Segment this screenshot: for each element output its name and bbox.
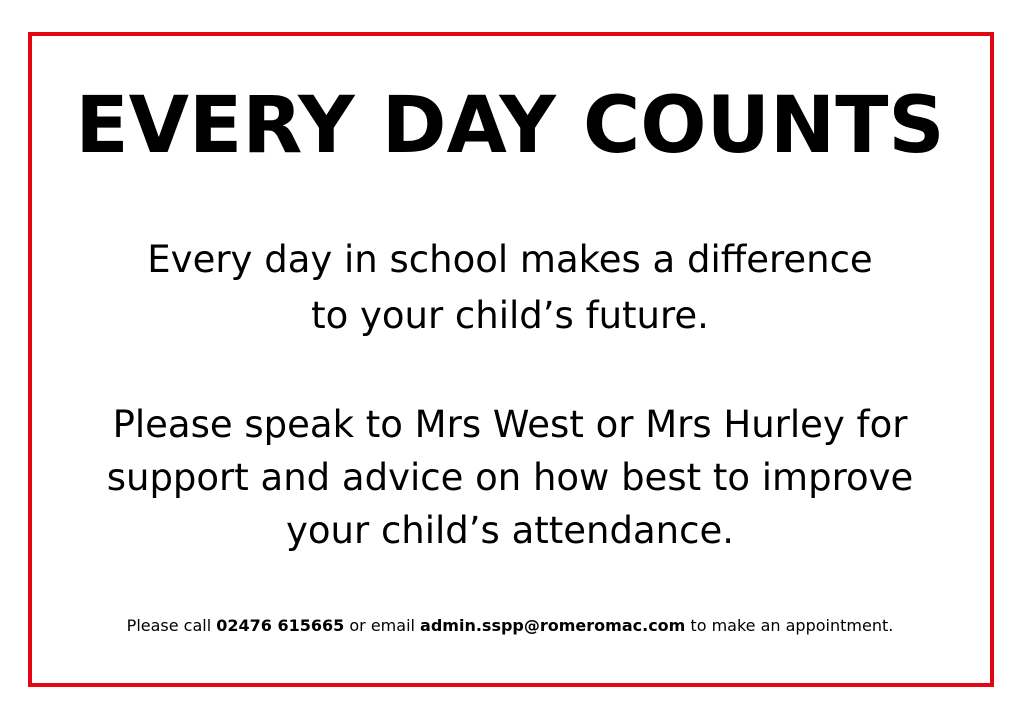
poster-title: EVERY DAY COUNTS: [75, 81, 945, 171]
phone-number: 02476 615665: [216, 616, 345, 635]
support-line-2: support and advice on how best to improve: [106, 456, 914, 499]
support-paragraph: [0, 398, 1020, 557]
message-line-1: Every day in school makes a difference: [147, 238, 873, 281]
message-paragraph: [0, 232, 1020, 344]
footer-prefix: Please call: [126, 616, 217, 635]
message-line-2: to your child’s future.: [311, 294, 709, 337]
email-address: admin.sspp@romeromac.com: [420, 616, 686, 635]
contact-footer: [0, 614, 1020, 638]
support-line-1: Please speak to Mrs West or Mrs Hurley for: [112, 403, 908, 446]
support-line-3: your child’s attendance.: [286, 509, 734, 552]
footer-middle: or email: [344, 616, 421, 635]
footer-suffix: to make an appointment.: [685, 616, 894, 635]
